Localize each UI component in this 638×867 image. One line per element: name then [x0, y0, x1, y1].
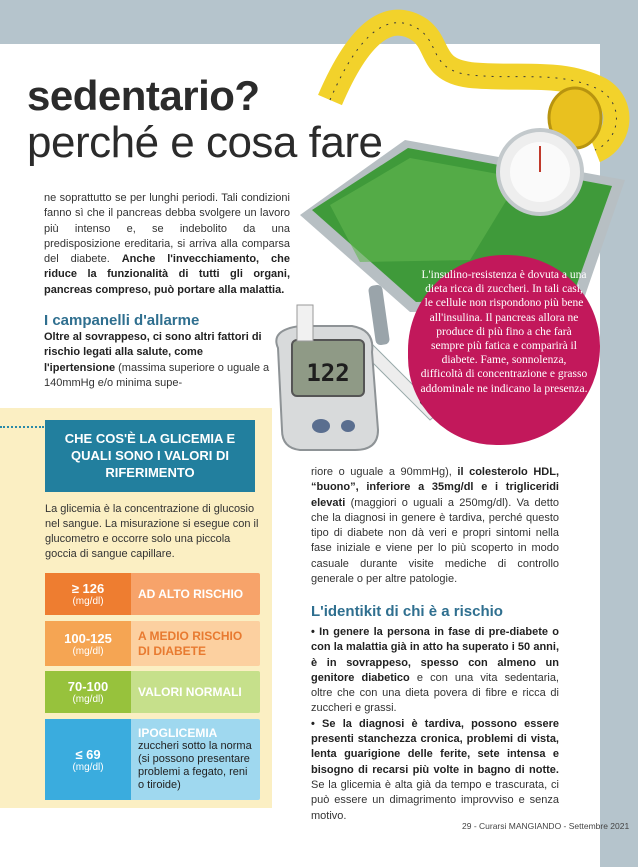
row-label: A MEDIO RISCHIO DI DIABETE [138, 628, 243, 658]
glicemia-box-description: La glicemia è la concentrazione di glucosio nel sangue. La misurazione si esegue con il glucometro e occorre solo una piccola goccia di sangue capillare. [45, 503, 259, 560]
glicemia-box-header [45, 420, 255, 492]
row-value: ≥ 126 [71, 581, 105, 596]
row-unit: (mg/dl) [72, 761, 104, 773]
bullet-1 [311, 625, 559, 717]
row-label: IPOGLICEMIA [138, 726, 218, 740]
glicemia-row-hypo [45, 719, 260, 800]
glicemia-row-medium [45, 621, 260, 666]
glucometer-icon [276, 305, 378, 450]
bullet-2 [311, 717, 559, 824]
row-label: AD ALTO RISCHIO [138, 587, 244, 601]
row-value-box [45, 671, 131, 713]
row-unit: (mg/dl) [72, 596, 104, 607]
section-title-campanelli: I campanelli d'allarme [44, 312, 200, 329]
bullet-2-bold: • Se la diagnosi è tardiva, possono essere presenti stanchezza cronica, problemi di vista, lenta guarigione delle ferite, sete intensa e bisogno di recarsi più volte in bagno di notte. [311, 717, 559, 776]
page-title-line1: sedentario? [27, 72, 260, 119]
section1-bold: Oltre al sovrappeso, ci sono altri fattori di rischio legati alla salute, come l'ipertensione [44, 331, 262, 374]
intro-text: ne soprattutto se per lunghi periodi. Tali condizioni fanno sì che il pancreas debba svolgere un lavoro più intenso e, se indebolito da una predisposizione ereditaria, si arriva alla comparsa del diabete. [44, 192, 290, 266]
glicemia-row-normal [45, 671, 260, 713]
row-label: VALORI NORMALI [138, 685, 242, 699]
row-value-box [45, 719, 131, 800]
bullet-2-text: Se la glicemia è alta già da tempo e trascurata, ci può essere un dimagrimento improvviso e senza motivo. [311, 778, 559, 822]
intro-paragraph [44, 191, 290, 298]
column2-bold: il colesterolo HDL, “buono”, inferiore a 35mg/dl e i trigliceridi elevati [311, 466, 559, 509]
dotted-divider [0, 426, 44, 428]
glicemia-box-title: CHE COS'È LA GLICEMIA E QUALI SONO I VALORI DI RIFERIMENTO [64, 431, 236, 480]
column2-paragraph [311, 465, 559, 587]
glicemia-row-high [45, 573, 260, 615]
row-text-group [138, 719, 256, 800]
page-footer: 29 - Curarsi MANGIANDO - Settembre 2021 [462, 821, 630, 831]
callout-text: L'insulino-resistenza è dovuta a una dieta ricca di zuccheri. In tali casi, le cellule non rispondono più bene all'insulina. Il pancreas allora ne produce di più fino a che farà sempre più fatica e comparirà il diabete. Fame, sonnolenza, difficoltà di concentrazione e grasso addominale ne indicano la presenza. [420, 269, 588, 395]
row-value: 70-100 [67, 679, 109, 694]
row-value: 100-125 [64, 630, 112, 646]
row-unit: (mg/dl) [72, 694, 104, 705]
page-title-line2: perché e cosa fare [27, 118, 383, 167]
column2-text-c: (maggiori o uguali a 250mg/dl). Va detto che la diagnosi in genere è tardiva, perché questo tipo di diabete non dà veri e propri sintomi nella fase iniziale e viene per lo più scoperto in modo casuale durante visite mediche di controllo generale o per altre patologie. [311, 496, 559, 586]
section1-text: (massima superiore o uguale a 140mmHg e/o minima supe- [44, 361, 270, 389]
row-sublabel: zuccheri sotto la norma (si possono presentare problemi a fegato, reni o tiroide) [138, 740, 252, 791]
row-value-box [45, 573, 131, 615]
section1-paragraph [44, 330, 274, 391]
identikit-paragraphs [311, 625, 559, 824]
section-title-identikit: L'identikit di chi è a rischio [311, 603, 503, 620]
row-value: ≤ 69 [75, 746, 101, 762]
bullet-1-bold: • In genere la persona in fase di pre-diabete o con la malattia già in atto ha superato i 50 anni, è in sovrappeso, spesso con almeno un genitore diabetico [311, 626, 559, 684]
bullet-1-text: e con una vita sedentaria, oltre che con una dieta povera di fibre e ricca di zuccheri e grassi. [311, 671, 559, 715]
intro-bold: Anche l'invecchiamento, che riduce la funzionalità di tutti gli organi, pancreas compreso, può portare alla malattia. [44, 253, 290, 296]
row-unit: (mg/dl) [72, 645, 104, 657]
column2-text-a: riore o uguale a 90mmHg), [311, 466, 458, 478]
row-value-box [45, 621, 131, 666]
meter-display: 122 [306, 359, 350, 387]
